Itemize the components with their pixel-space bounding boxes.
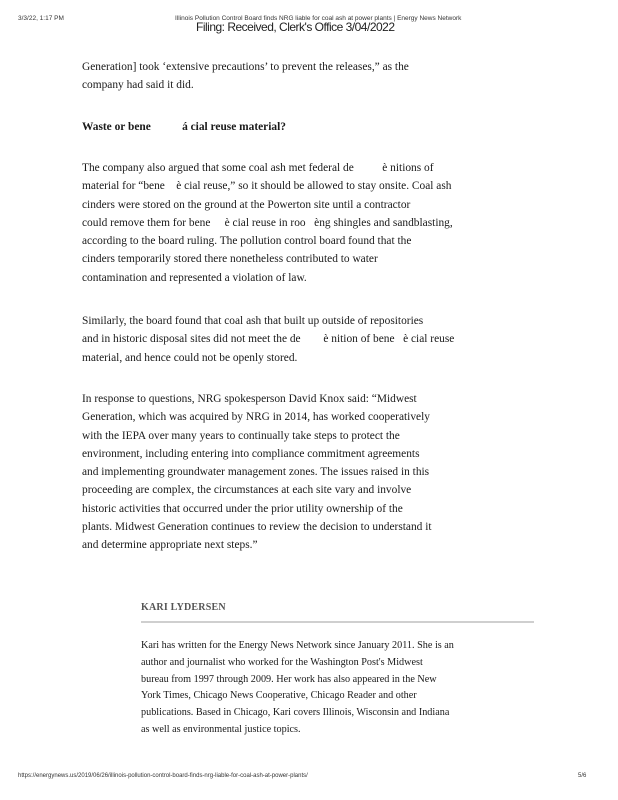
text-line: with the IEPA over many years to continually take steps to protect the: [82, 429, 400, 442]
text-line: according to the board ruling. The pollution control board found that the: [82, 235, 412, 248]
text-line: material for “bene è cial reuse,” so it should be allowed to stay onsite. Coal ash: [82, 180, 452, 193]
bio-line: York Times, Chicago News Cooperative, Chicago Reader and other: [141, 690, 417, 702]
text-line: material, and hence could not be openly stored.: [82, 351, 298, 364]
section-heading: Waste or bene á cial reuse material?: [82, 121, 286, 133]
bio-line: publications. Based in Chicago, Kari covers Illinois, Wisconsin and Indiana: [141, 707, 450, 719]
text-line: and in historic disposal sites did not meet the de è nition of bene è cial reuse: [82, 333, 455, 346]
author-divider: [141, 621, 534, 623]
paragraph-repositories: [82, 312, 522, 367]
author-name: KARI LYDERSEN: [141, 602, 226, 613]
text-line: could remove them for bene è cial reuse in roo èng shingles and sandblasting,: [82, 216, 453, 229]
paragraph-beneficial-reuse: [82, 159, 522, 287]
text-line: Generation] took ‘extensive precautions’ to prevent the releases,” as the: [82, 61, 409, 73]
text-line: Similarly, the board found that coal ash that built up outside of repositories: [82, 315, 424, 327]
text-line: The company also argued that some coal ash met federal de è nitions of: [82, 162, 434, 174]
paragraph-nrg-response: [82, 390, 522, 555]
lead-paragraph: [82, 58, 522, 95]
text-line: cinders were stored on the ground at the Powerton site until a contractor: [82, 198, 411, 211]
bio-line: Kari has written for the Energy News Network since January 2011. She is an: [141, 640, 454, 651]
bio-line: author and journalist who worked for the Washington Post's Midwest: [141, 656, 423, 668]
text-line: and determine appropriate next steps.”: [82, 539, 258, 552]
filing-stamp: Filing: Received, Clerk's Office 3/04/2022: [196, 20, 395, 34]
text-line: cinders temporarily stored there nonetheless contributed to water: [82, 253, 378, 266]
text-line: company had said it did.: [82, 79, 194, 92]
print-header-title: Illinois Pollution Control Board finds NRG liable for coal ash at power plants | Energy News Network: [175, 15, 462, 22]
text-line: historic activities that occurred under the prior utility ownership of the: [82, 502, 403, 515]
print-footer-url: https://energynews.us/2019/06/26/illinois-pollution-control-board-finds-nrg-liable-for-coal-ash-at-power-plants/: [18, 773, 308, 779]
author-bio: [141, 638, 533, 739]
text-line: Generation, which was acquired by NRG in 2014, has worked cooperatively: [82, 411, 430, 424]
text-line: contamination and represented a violation of law.: [82, 271, 307, 284]
text-line: environment, including entering into compliance commitment agreements: [82, 447, 420, 460]
page-number: 5/6: [578, 773, 587, 779]
print-timestamp: 3/3/22, 1:17 PM: [18, 15, 64, 22]
bio-line: bureau from 1997 through 2009. Her work has also appeared in the New: [141, 673, 437, 685]
bio-line: as well as environmental justice topics.: [141, 723, 301, 735]
text-line: proceeding are complex, the circumstances at each site vary and involve: [82, 484, 412, 497]
text-line: In response to questions, NRG spokesperson David Knox said: “Midwest: [82, 393, 417, 405]
text-line: and implementing groundwater management zones. The issues raised in this: [82, 466, 430, 479]
text-line: plants. Midwest Generation continues to review the decision to understand it: [82, 521, 432, 534]
